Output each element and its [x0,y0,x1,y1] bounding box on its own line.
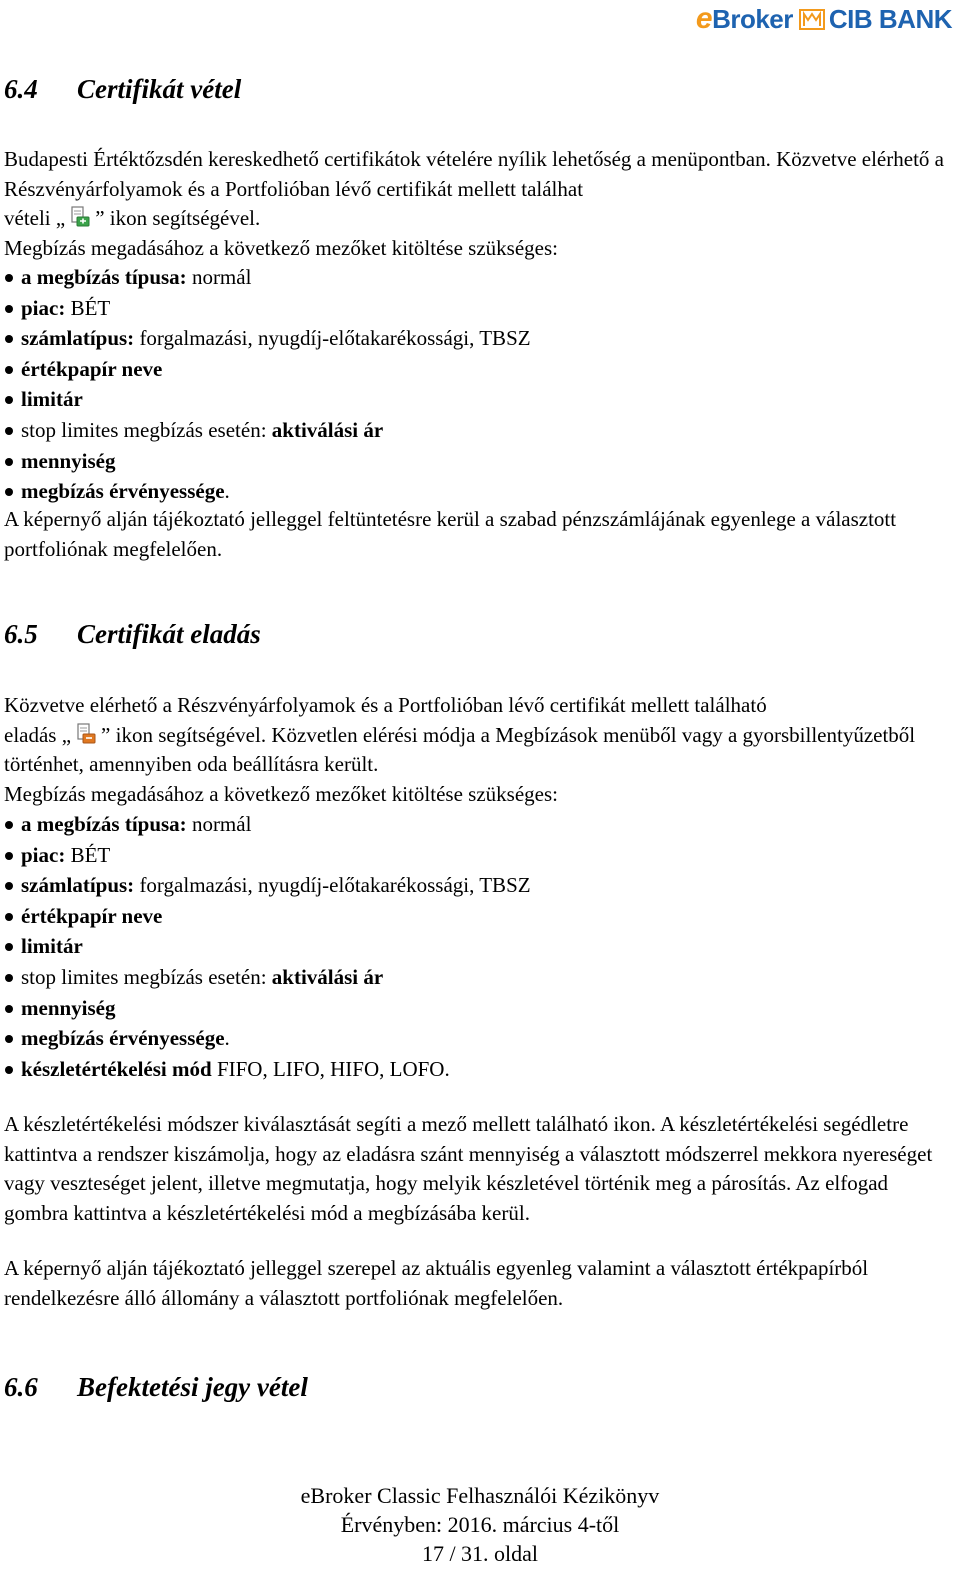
field-list-item [4,962,531,993]
item-text: stop limites megbízás esetén: [21,964,272,989]
ebroker-logo [696,2,793,36]
item-label: aktiválási ár [271,964,384,989]
item-label: piac: [21,295,66,320]
field-list-item [4,931,531,962]
item-label: limitár [21,387,83,412]
item-value: BÉT [65,295,111,320]
item-label: a megbízás típusa: [21,812,187,836]
section-6-5-field-list [4,809,531,1084]
item-label: megbízás érvényessége [21,479,225,504]
item-label: aktiválási ár [271,417,384,442]
field-list-item [4,446,531,477]
section-6-6-heading [4,1372,308,1403]
field-list-item [4,293,531,324]
field-list-item [4,1023,531,1054]
item-label: számlatípus: [21,326,135,351]
ebroker-logo-text: Broker [712,4,793,34]
field-list-item [4,1054,531,1085]
section-6-5-paragraph-1 [4,691,949,809]
buy-order-icon[interactable] [69,206,91,228]
paragraph-text: Megbízás megadásához a következő mezőket kitöltése szükséges: [4,781,558,806]
paragraph-text: ” ikon segítségével. [95,206,261,230]
field-list-item [4,415,531,446]
item-value: forgalmazási, nyugdíj-előtakarékossági, TBSZ [134,873,531,898]
item-label: értékpapír neve [21,903,163,928]
item-value: . [224,1026,230,1051]
cib-mark-icon [799,7,825,31]
paragraph-text: eladás „ [4,722,72,747]
field-list-item [4,262,531,293]
section-title: Befektetési jegy vétel [77,1372,308,1402]
section-number: 6.5 [4,619,38,649]
section-6-5-paragraph-2: A készletértékelési módszer kiválasztását segíti a mező mellett található ikon. A készletértékelési segédletre kattintva a rendszer kiszámolja, hogy az eladásra szánt mennyiség a választott módszerrel mekkora nyereséget vagy veszteséget jelent, illetve megmutatja, hogy melyik készletével történik meg a párosítás. Az elfogad gombra kattintva a készletértékelési mód a megbízásába kerül. [4,1112,933,1225]
cib-bank-logo [799,4,952,35]
item-value: normál [186,265,252,289]
field-list-item [4,476,531,507]
ebroker-logo-e: e [695,2,713,35]
item-value: FIFO, LIFO, HIFO, LOFO. [211,1056,450,1081]
page-footer [0,1481,960,1568]
item-label: megbízás érvényessége [21,1026,225,1051]
item-value: forgalmazási, nyugdíj-előtakarékossági, TBSZ [134,326,531,351]
item-label: értékpapír neve [21,356,163,381]
item-value: BÉT [65,842,111,867]
item-value: . [224,479,230,504]
footer-validity: Érvényben: 2016. március 4-től [340,1512,620,1537]
section-title: Certifikát eladás [77,619,261,649]
item-value: normál [186,812,252,836]
section-number: 6.4 [4,74,38,104]
field-list-item [4,870,531,901]
footer-page-number: 17 / 31. oldal [421,1541,539,1566]
section-6-5-heading [4,619,261,650]
item-label: mennyiség [21,448,116,473]
section-6-4-field-list [4,262,531,507]
field-list-item [4,901,531,932]
item-label: a megbízás típusa: [21,265,187,289]
section-6-5-paragraph-3: A képernyő alján tájékoztató jelleggel szerepel az aktuális egyenleg valamint a választott értékpapírból rendelkezésre álló állomány a választott portfoliónak megfelelően. [4,1256,869,1310]
paragraph-text: Budapesti Értéktőzsdén kereskedhető certifikátok vételére nyílik lehetőség a menüpontban. Közvetve elérhető a Részvényárfolyamok és a Portfolióban lévő certifikát mellett találhat [4,147,944,201]
field-list-item [4,993,531,1024]
item-label: limitár [21,934,83,959]
item-label: készletértékelési mód [21,1056,212,1081]
paragraph-text: vételi „ [4,206,66,230]
cib-bank-text: CIB BANK [828,3,952,34]
paragraph-text: Közvetve elérhető a Részvényárfolyamok és a Portfolióban lévő certifikát mellett található [4,693,767,717]
section-number: 6.6 [4,1372,38,1402]
field-list-item [4,809,531,840]
field-list-item [4,384,531,415]
header-logos [696,2,952,36]
field-list-item [4,323,531,354]
field-list-item [4,354,531,385]
paragraph-text: ” ikon segítségével. Közvetlen elérési módja a Megbízások menüből vagy a gyorsbillentyűzetből történhet, amennyiben oda beállításra került. [4,722,916,776]
item-label: mennyiség [21,995,116,1020]
field-list-item [4,840,531,871]
section-title: Certifikát vétel [77,74,242,104]
footer-manual-title: eBroker Classic Felhasználói Kézikönyv [300,1483,660,1508]
paragraph-text: Megbízás megadásához a következő mezőket kitöltése szükséges: [4,235,558,260]
item-label: számlatípus: [21,873,135,898]
section-6-4-paragraph-2: A képernyő alján tájékoztató jelleggel feltüntetésre kerül a szabad pénzszámlájának egyenlege a választott portfoliónak megfelelően. [4,507,897,561]
item-label: piac: [21,842,66,867]
section-6-4-heading [4,74,241,105]
section-6-4-paragraph-1 [4,145,949,263]
item-text: stop limites megbízás esetén: [21,417,272,442]
sell-order-icon[interactable] [75,723,97,745]
